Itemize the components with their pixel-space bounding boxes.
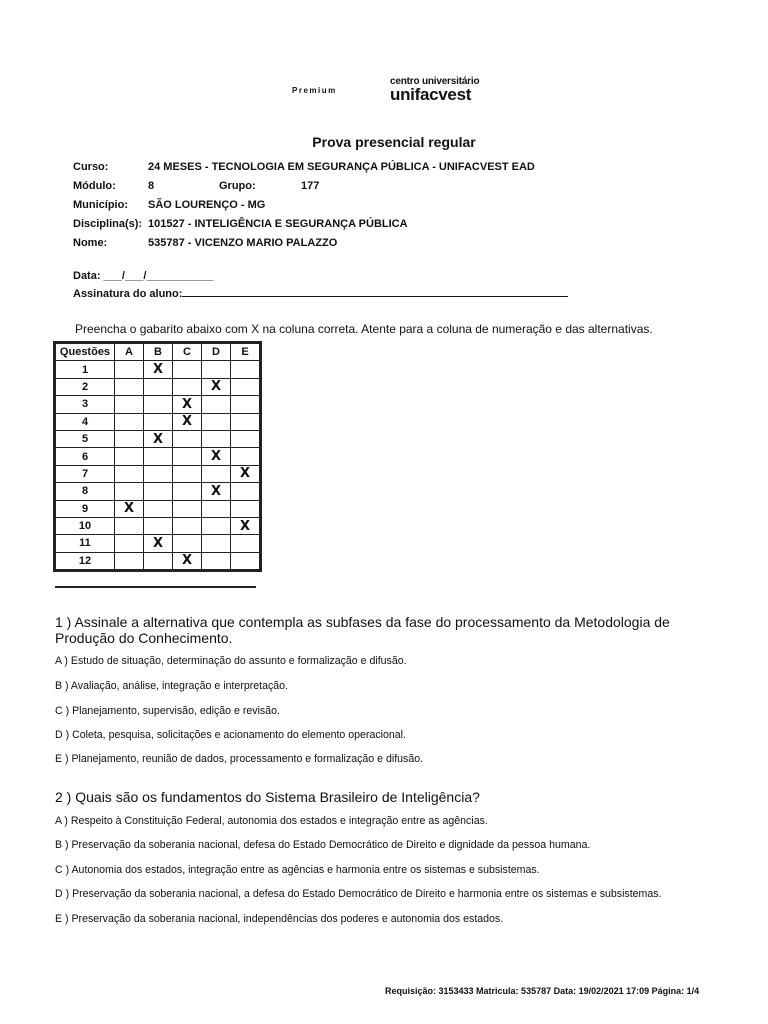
signature-line: [182, 286, 568, 297]
answer-cell: [231, 396, 260, 413]
answer-grid-question-number: 6: [56, 448, 115, 465]
answer-cell: [115, 448, 144, 465]
question-2-prompt: 2 ) Quais são os fundamentos do Sistema Brasileiro de Inteligência?: [55, 789, 480, 805]
answer-grid-row: [56, 465, 260, 482]
answer-cell: [115, 430, 144, 447]
answer-cell: [144, 483, 173, 500]
answer-cell: [173, 465, 202, 482]
answer-cell: [231, 430, 260, 447]
answer-grid-row: [56, 517, 260, 534]
page-footer: Requisição: 3153433 Matricula: 535787 Data: 19/02/2021 17:09 Página: 1/4: [385, 986, 700, 996]
question-1-option-c: C ) Planejamento, supervisão, edição e revisão.: [55, 705, 280, 717]
institution-logo: unifacvest: [390, 85, 472, 104]
answer-mark: X: [173, 552, 202, 569]
question-2-option-e: E ) Preservação da soberania nacional, independências dos poderes e autonomia dos estados.: [55, 913, 504, 925]
answer-grid-header-d: D: [202, 344, 231, 361]
signature-field: [73, 286, 568, 300]
question-2-option-d: D ) Preservação da soberania nacional, a defesa do Estado Democrático de Direito e harmonia entre os sistemas e subsistemas.: [55, 888, 662, 900]
answer-cell: [144, 552, 173, 569]
question-1-option-d: D ) Coleta, pesquisa, solicitações e acionamento do elemento operacional.: [55, 729, 406, 741]
answer-grid-row: [56, 448, 260, 465]
question-1-option-b: B ) Avaliação, análise, integração e interpretação.: [55, 680, 289, 692]
curso-label: Curso:: [73, 161, 109, 173]
answer-cell: [173, 500, 202, 517]
answer-cell: [173, 535, 202, 552]
answer-mark: X: [115, 500, 144, 517]
answer-grid-question-number: 12: [56, 552, 115, 569]
answer-cell: [144, 413, 173, 430]
answer-grid-bottom-border: [55, 586, 256, 588]
answer-grid-question-number: 5: [56, 430, 115, 447]
answer-cell: [115, 413, 144, 430]
answer-cell: [115, 361, 144, 378]
answer-cell: [202, 361, 231, 378]
premium-label: Premium: [292, 86, 337, 95]
answer-grid-row: [56, 483, 260, 500]
answer-mark: X: [144, 535, 173, 552]
answer-cell: [202, 430, 231, 447]
answer-cell: [173, 361, 202, 378]
answer-grid-question-number: 3: [56, 396, 115, 413]
answer-grid-question-number: 8: [56, 483, 115, 500]
answer-cell: [144, 378, 173, 395]
institution-logo-subtitle: centro universitário: [390, 76, 480, 87]
answer-grid-question-number: 9: [56, 500, 115, 517]
answer-cell: [173, 448, 202, 465]
answer-cell: [115, 465, 144, 482]
answer-grid-row: [56, 413, 260, 430]
answer-grid-header-e: E: [231, 344, 260, 361]
answer-cell: [231, 500, 260, 517]
answer-cell: [173, 430, 202, 447]
page-title: Prova presencial regular: [312, 134, 476, 150]
question-1-option-e: E ) Planejamento, reunião de dados, processamento e formalização e difusão.: [55, 753, 424, 765]
answer-cell: [144, 448, 173, 465]
answer-cell: [144, 465, 173, 482]
answer-mark: X: [173, 413, 202, 430]
disciplina-value: 101527 - INTELIGÊNCIA E SEGURANÇA PÚBLICA: [148, 218, 408, 230]
answer-cell: [231, 535, 260, 552]
answer-cell: [202, 517, 231, 534]
answer-grid-row: [56, 361, 260, 378]
answer-grid-header-questions: Questões: [56, 344, 115, 361]
answer-mark: X: [202, 378, 231, 395]
answer-grid-question-number: 4: [56, 413, 115, 430]
answer-cell: [115, 396, 144, 413]
answer-cell: [231, 552, 260, 569]
answer-cell: [173, 378, 202, 395]
answer-mark: X: [173, 396, 202, 413]
question-2-option-c: C ) Autonomia dos estados, integração entre as agências e harmonia entre os sistemas e subsistemas.: [55, 864, 540, 876]
answer-cell: [202, 500, 231, 517]
answer-cell: [231, 448, 260, 465]
answer-cell: [202, 413, 231, 430]
answer-cell: [173, 517, 202, 534]
answer-cell: [202, 552, 231, 569]
question-2-option-a: A ) Respeito à Constituição Federal, autonomia dos estados e integração entre as agências.: [55, 815, 488, 827]
data-field: Data: ___/___/___________: [73, 270, 214, 282]
answer-cell: [173, 483, 202, 500]
answer-cell: [144, 396, 173, 413]
answer-cell: [202, 396, 231, 413]
answer-cell: [115, 483, 144, 500]
answer-grid-header-row: [56, 344, 260, 361]
grupo-label: Grupo:: [219, 180, 256, 192]
municipio-label: Município:: [73, 199, 128, 211]
nome-value: 535787 - VICENZO MARIO PALAZZO: [148, 237, 338, 249]
municipio-value: SÃO LOURENÇO - MG: [148, 199, 266, 211]
answer-mark: X: [202, 483, 231, 500]
answer-grid-row: [56, 552, 260, 569]
answer-grid-header-a: A: [115, 344, 144, 361]
modulo-label: Módulo:: [73, 180, 116, 192]
signature-label: Assinatura do aluno:: [73, 288, 183, 300]
answer-cell: [202, 465, 231, 482]
answer-cell: [202, 535, 231, 552]
answer-grid-row: [56, 500, 260, 517]
answer-cell: [115, 517, 144, 534]
answer-grid-row: [56, 535, 260, 552]
answer-mark: X: [144, 361, 173, 378]
answer-grid-row: [56, 430, 260, 447]
answer-cell: [144, 517, 173, 534]
answer-cell: [231, 378, 260, 395]
answer-grid-question-number: 7: [56, 465, 115, 482]
answer-grid-question-number: 11: [56, 535, 115, 552]
modulo-value: 8: [148, 180, 155, 192]
answer-cell: [144, 500, 173, 517]
answer-grid-header-b: B: [144, 344, 173, 361]
question-2-option-b: B ) Preservação da soberania nacional, defesa do Estado Democrático de Direito e dignidade da pessoa humana.: [55, 839, 591, 851]
answer-grid-question-number: 10: [56, 517, 115, 534]
question-1-prompt: 1 ) Assinale a alternativa que contempla as subfases da fase do processamento da Metodologia de Produção do Conhecimento.: [55, 614, 670, 646]
answer-grid-row: [56, 378, 260, 395]
answer-cell: [231, 413, 260, 430]
answer-mark: X: [202, 448, 231, 465]
answer-cell: [115, 378, 144, 395]
disciplina-label: Disciplina(s):: [73, 218, 143, 230]
question-1-option-a: A ) Estudo de situação, determinação do assunto e formalização e difusão.: [55, 655, 407, 667]
answer-cell: [115, 552, 144, 569]
grupo-value: 177: [301, 180, 320, 192]
answer-grid: [55, 343, 260, 570]
answer-mark: X: [231, 465, 260, 482]
answer-grid-header-c: C: [173, 344, 202, 361]
answer-mark: X: [144, 430, 173, 447]
answer-grid-question-number: 2: [56, 378, 115, 395]
answer-grid-question-number: 1: [56, 361, 115, 378]
answer-cell: [115, 535, 144, 552]
instruction-text: Preencha o gabarito abaixo com X na coluna correta. Atente para a coluna de numeração e das alternativas.: [75, 322, 653, 336]
curso-value: 24 MESES - TECNOLOGIA EM SEGURANÇA PÚBLICA - UNIFACVEST EAD: [148, 161, 535, 173]
answer-cell: [231, 483, 260, 500]
answer-mark: X: [231, 517, 260, 534]
answer-grid-row: [56, 396, 260, 413]
nome-label: Nome:: [73, 237, 108, 249]
answer-cell: [231, 361, 260, 378]
